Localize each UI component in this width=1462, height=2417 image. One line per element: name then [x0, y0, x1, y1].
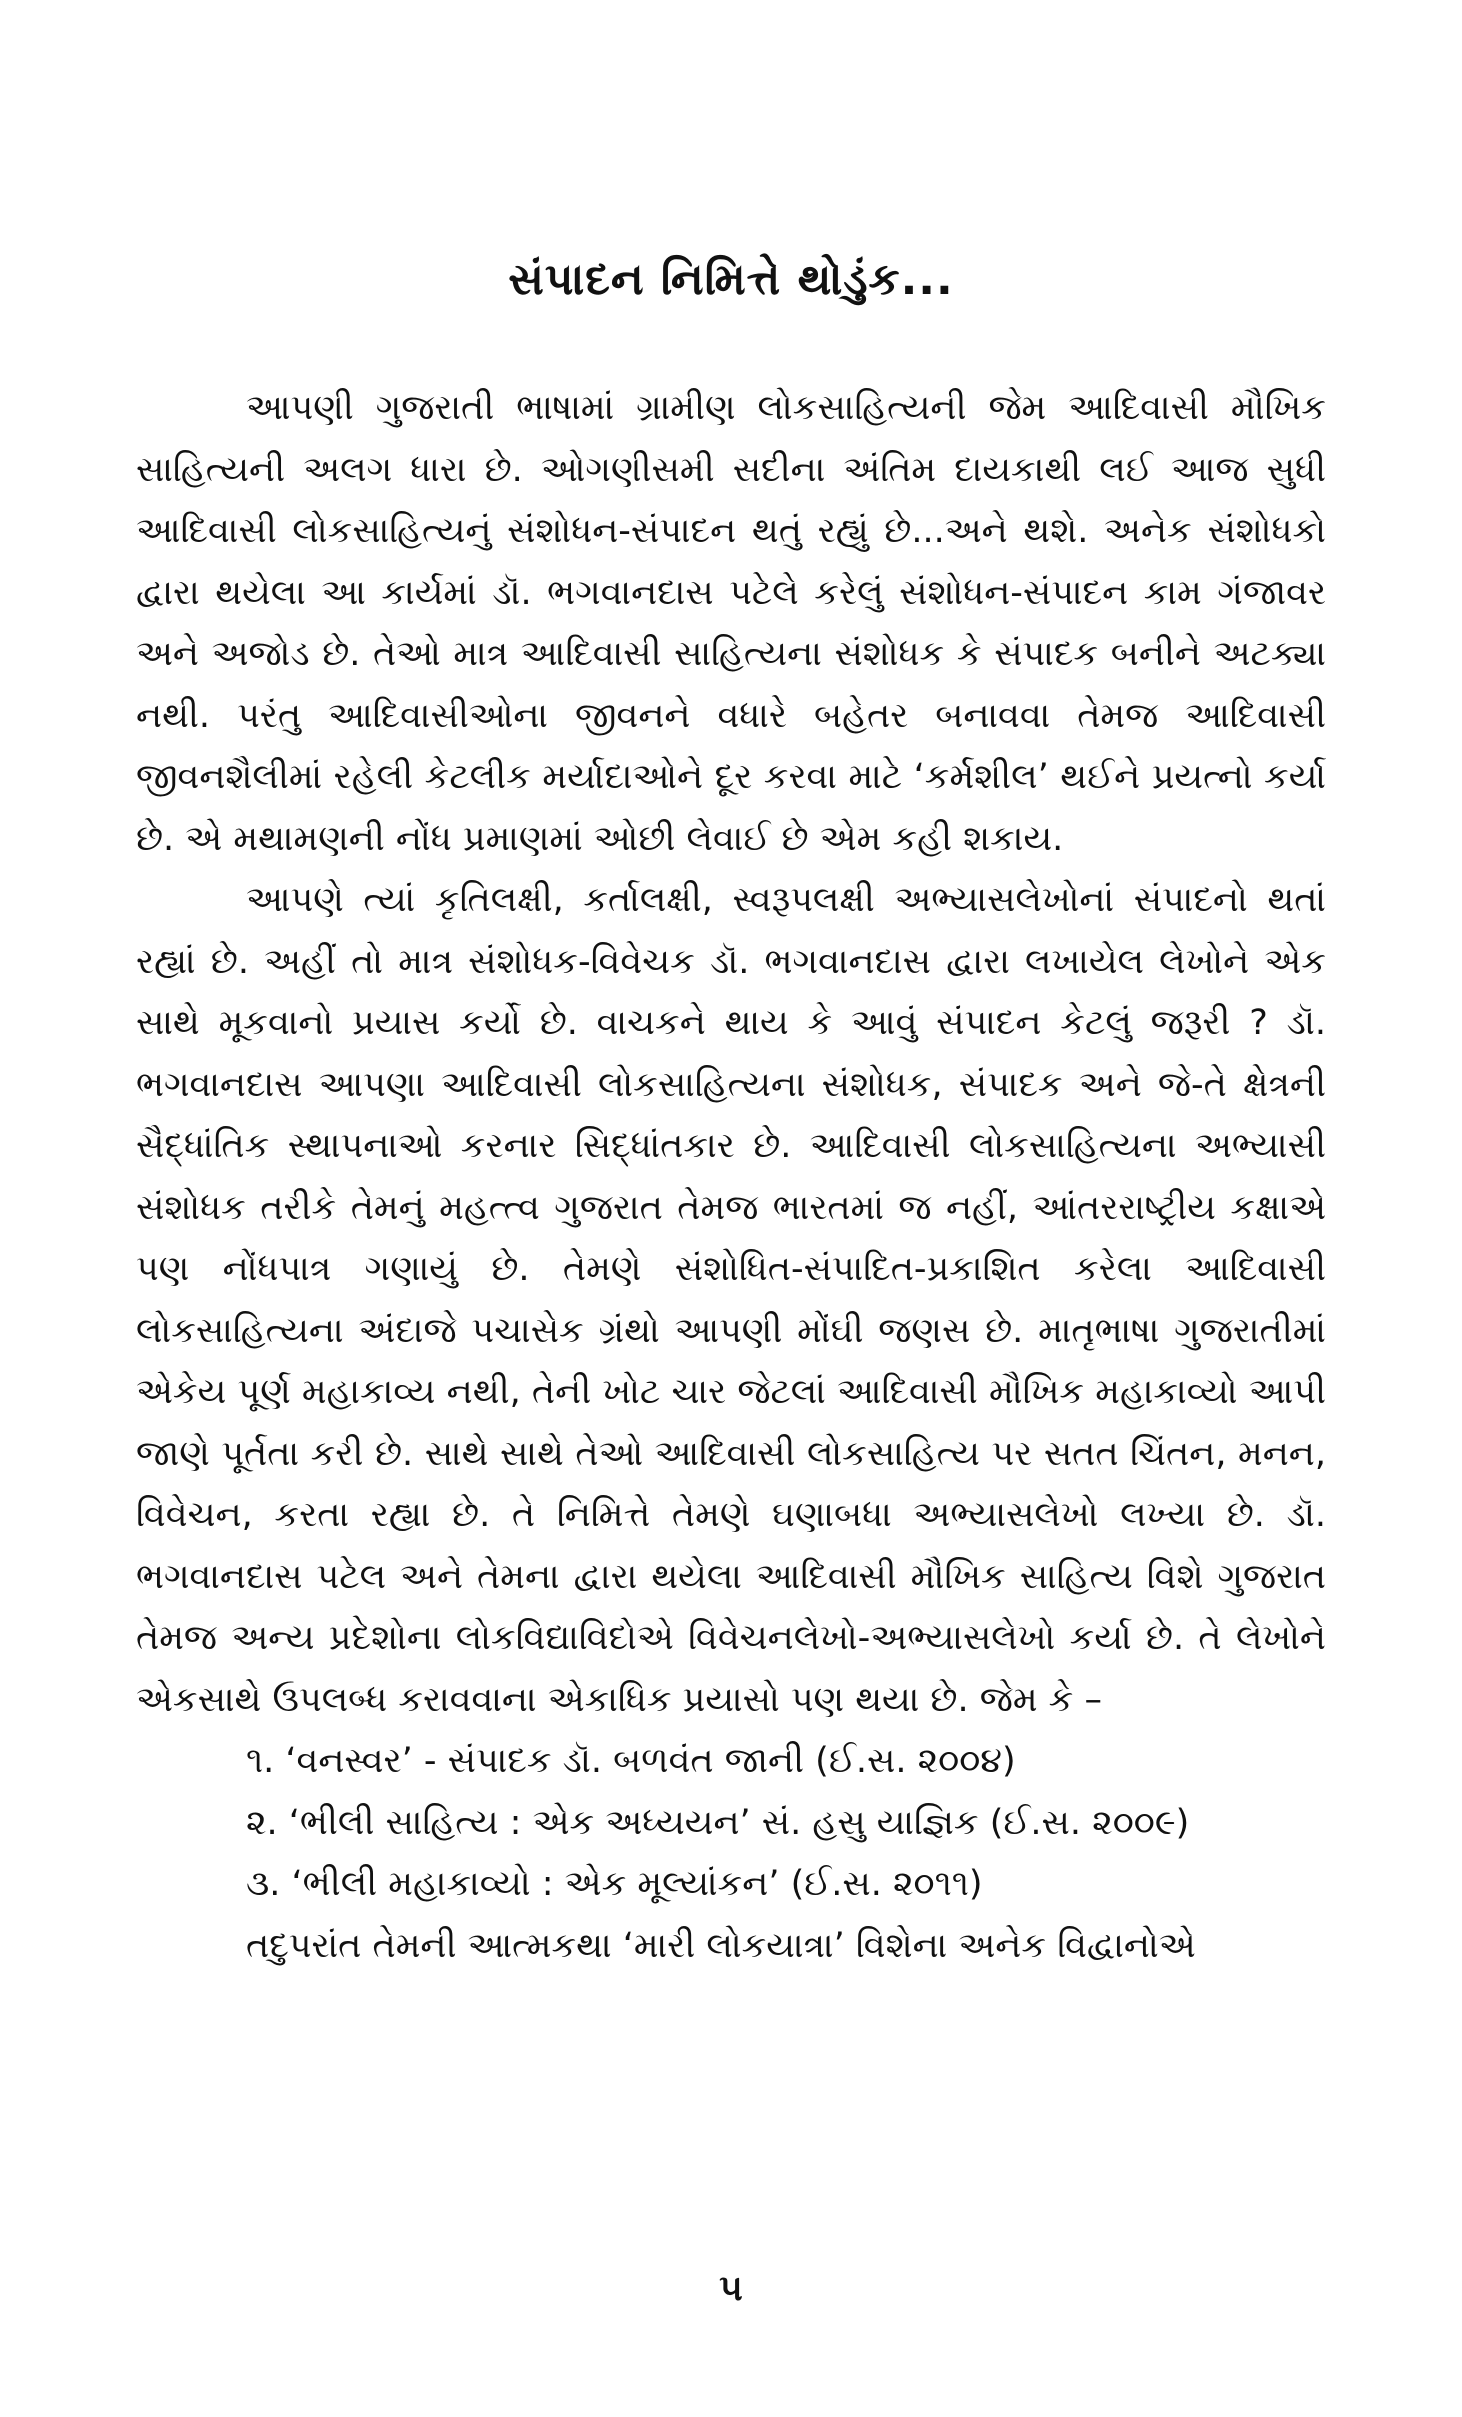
closing-line: તદુપરાંત તેમની આત્મકથા ‘મારી લોકયાત્રા’ વિશેના અનેક વિદ્વાનોએ — [246, 1925, 1196, 1966]
list-item: ૧. ‘વનસ્વર’ - સંપાદક ડૉ. બળવંત જાની (ઈ.સ. ૨૦૦૪) — [246, 1741, 1016, 1781]
paragraph-2: આપણે ત્યાં કૃતિલક્ષી, કર્તાલક્ષી, સ્વરૂપલક્ષી અભ્યાસલેખોનાં સંપાદનો થતાં રહ્યાં છે. અહીં તો માત્ર સંશોધક-વિવેચક ડૉ. ભગવાનદાસ દ્વારા લખાયેલ લેખોને એક સાથે મૂકવાનો પ્રયાસ કર્યો છે. વાચકને થાય કે આવું સંપાદન કેટલું જરૂરી ? ડૉ. ભગવાનદાસ આપણા આદિવાસી લોકસાહિત્યના સંશોધક, સંપાદક અને જે-તે ક્ષેત્રની સૈદ્ધાંતિક સ્થાપનાઓ કરનાર સિદ્ધાંતકાર છે. આદિવાસી લોકસાહિત્યના અભ્યાસી સંશોધક તરીકે તેમનું મહત્ત્વ ગુજરાત તેમજ ભારતમાં જ નહીં, આંતરરાષ્ટ્રીય કક્ષાએ પણ નોંધપાત્ર ગણાયું છે. તેમણે સંશોધિત-સંપાદિત-પ્રકાશિત કરેલા આદિવાસી લોકસાહિત્યના અંદાજે પચાસેક ગ્રંથો આપણી મોંઘી જણસ છે. માતૃભાષા ગુજરાતીમાં એકેય પૂર્ણ મહાકાવ્ય નથી, તેની ખોટ ચાર જેટલાં આદિવાસી મૌખિક મહાકાવ્યો આપી જાણે પૂર્તતા કરી છે. સાથે સાથે તેઓ આદિવાસી લોકસાહિત્ય પર સતત ચિંતન, મનન, વિવેચન, કરતા રહ્યા છે. તે નિમિત્તે તેમણે ઘણાબધા અભ્યાસલેખો લખ્યા છે. ડૉ. ભગવાનદાસ પટેલ અને તેમના દ્વારા થયેલા આદિવાસી મૌખિક સાહિત્ય વિશે ગુજરાત તેમજ અન્ય પ્રદેશોના લોકવિદ્યાવિદોએ વિવેચનલેખો-અભ્યાસલેખો કર્યા છે. તે લેખોને એકસાથે ઉપલબ્ધ કરાવવાના એકાધિક પ્રયાસો પણ થયા છે. જેમ કે – — [136, 880, 1327, 1720]
list-item: ૩. ‘ભીલી મહાકાવ્યો : એક મૂલ્યાંકન’ (ઈ.સ. ૨૦૧૧) — [246, 1864, 983, 1904]
page-title: સંપાદન નિમિત્તે થોડુંક... — [508, 254, 954, 305]
list-item: ૨. ‘ભીલી સાહિત્ય : એક અધ્યયન’ સં. હસુ યાજ્ઞિક (ઈ.સ. ૨૦૦૯) — [246, 1802, 1190, 1843]
paragraph-1: આપણી ગુજરાતી ભાષામાં ગ્રામીણ લોકસાહિત્યની જેમ આદિવાસી મૌખિક સાહિત્યની અલગ ધારા છે. ઓગણીસમી સદીના અંતિમ દાયકાથી લઈ આજ સુધી આદિવાસી લોકસાહિત્યનું સંશોધન-સંપાદન થતું રહ્યું છે...અને થશે. અનેક સંશોધકો દ્વારા થયેલા આ કાર્યમાં ડૉ. ભગવાનદાસ પટેલે કરેલું સંશોધન-સંપાદન કામ ગંજાવર અને અજોડ છે. તેઓ માત્ર આદિવાસી સાહિત્યના સંશોધક કે સંપાદક બનીને અટક્યા નથી. પરંતુ આદિવાસીઓના જીવનને વધારે બહેતર બનાવવા તેમજ આદિવાસી જીવનશૈલીમાં રહેલી કેટલીક મર્યાદાઓને દૂર કરવા માટે ‘કર્મશીલ’ થઈને પ્રયત્નો કર્યા છે. એ મથામણની નોંધ પ્રમાણમાં ઓછી લેવાઈ છે એમ કહી શકાય. — [136, 388, 1326, 859]
page-number: ૫ — [719, 2268, 743, 2309]
body-text — [136, 378, 1326, 1977]
reference-list — [136, 1731, 1326, 1916]
